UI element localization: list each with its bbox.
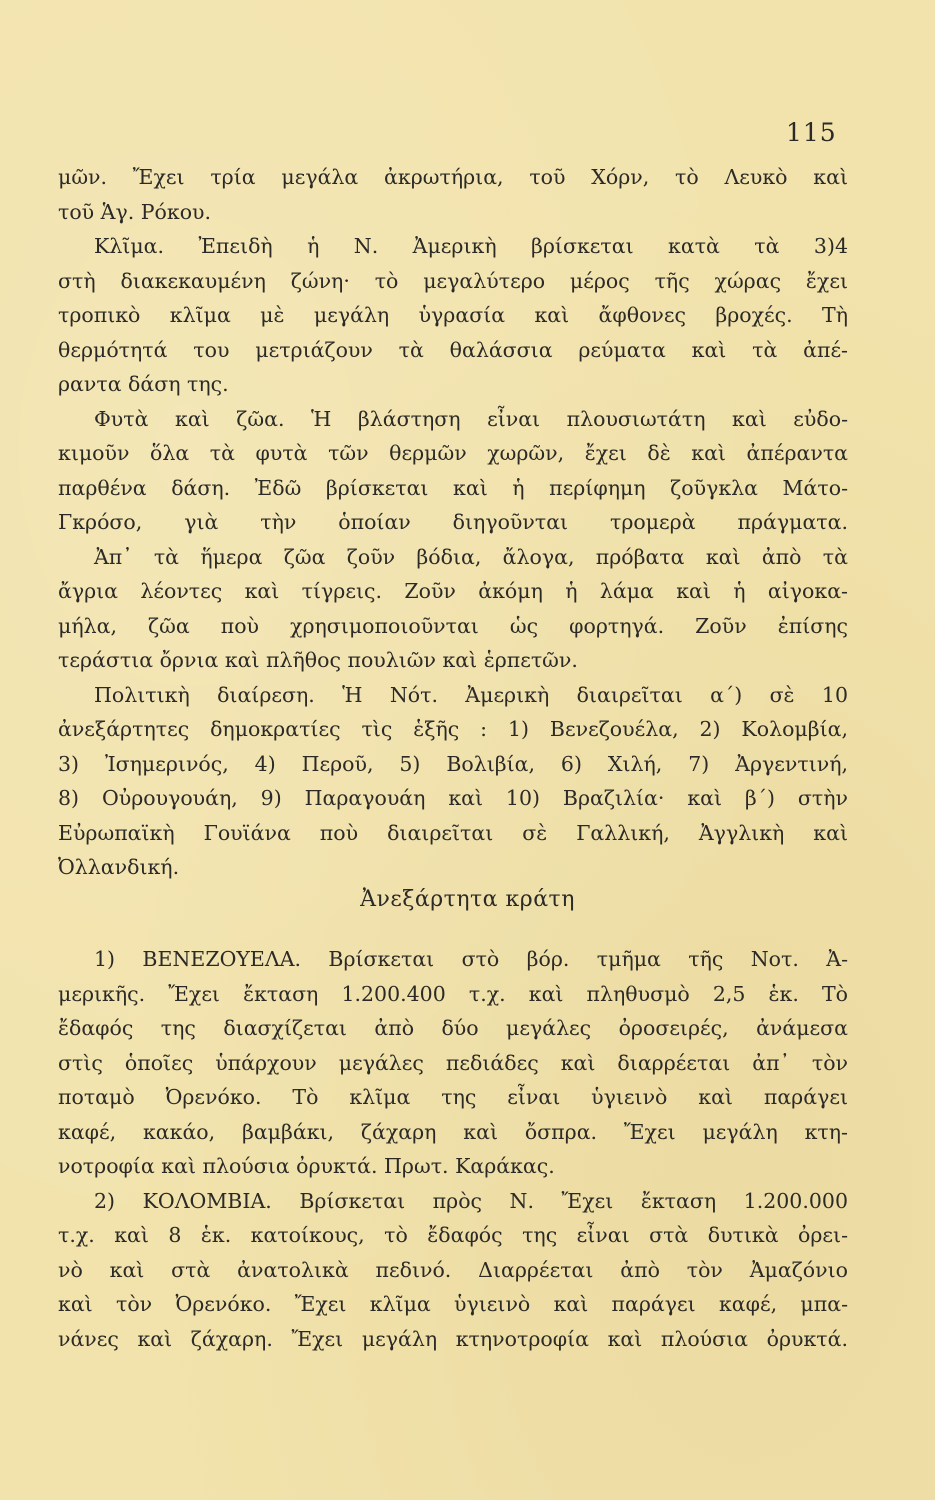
text-line: τροπικὸ κλῖμα μὲ μεγάλη ὑγρασία καὶ ἄφθονες βροχές. Τὴ [58, 303, 848, 327]
text-line: κιμοῦν ὅλα τὰ φυτὰ τῶν θερμῶν χωρῶν, ἔχει δὲ καὶ ἀπέραντα [58, 441, 848, 465]
text-line: Ὀλλανδική. [58, 855, 180, 879]
page-number: 115 [786, 118, 837, 147]
text-line: μῶν. Ἔχει τρία μεγάλα ἀκρωτήρια, τοῦ Χόρν, τὸ Λευκὸ καὶ [58, 165, 848, 189]
text-line: θερμότητά του μετριάζουν τὰ θαλάσσια ρεύματα καὶ τὰ ἀπέ- [58, 337, 848, 362]
text-line: Γκρόσο, γιὰ τὴν ὁποίαν διηγοῦνται τρομερὰ πράγματα. [58, 510, 848, 534]
text-line: νοτροφία καὶ πλούσια ὀρυκτά. Πρωτ. Καράκας. [58, 1154, 555, 1178]
text-line: ποταμὸ Ὀρενόκο. Τὸ κλῖμα της εἶναι ὑγιεινὸ καὶ παράγει [58, 1085, 848, 1109]
text-line: καφέ, κακάο, βαμβάκι, ζάχαρη καὶ ὄσπρα. Ἔχει μεγάλη κτη- [58, 1119, 848, 1144]
text-line: Εὐρωπαϊκὴ Γουϊάνα ποὺ διαιρεῖται σὲ Γαλλική, Ἀγγλικὴ καὶ [58, 820, 848, 845]
text-line: παρθένα δάση. Ἐδῶ βρίσκεται καὶ ἡ περίφημη ζοῦγκλα Μάτο- [58, 475, 848, 500]
text-line: στὶς ὁποῖες ὑπάρχουν μεγάλες πεδιάδες καὶ διαρρέεται ἀπ᾿ τὸν [58, 1050, 848, 1075]
text-line: Φυτὰ καὶ ζῶα. Ἡ βλάστηση εἶναι πλουσιωτάτη καὶ εὐδο- [94, 406, 848, 431]
text-line: 3) Ἰσημερινός, 4) Περοῦ, 5) Βολιβία, 6) Χιλή, 7) Ἀργεντινή, [58, 751, 848, 776]
text-line: Πολιτικὴ διαίρεση. Ἡ Νότ. Ἀμερικὴ διαιρεῖται α´) σὲ 10 [94, 682, 848, 707]
geography-paragraph [58, 160, 848, 885]
text-line: ἄγρια λέοντες καὶ τίγρεις. Ζοῦν ἀκόμη ἡ λάμα καὶ ἡ αἰγοκα- [58, 579, 848, 603]
text-line: μερικῆς. Ἔχει ἔκταση 1.200.400 τ.χ. καὶ πληθυσμὸ 2,5 ἑκ. Τὸ [58, 981, 848, 1006]
text-line: 1) ΒΕΝΕΖΟΥΕΛΑ. Βρίσκεται στὸ βόρ. τμῆμα τῆς Νοτ. Ἀ- [94, 947, 848, 971]
text-line: Κλῖμα. Ἐπειδὴ ἡ Ν. Ἀμερικὴ βρίσκεται κατὰ τὰ 3)4 [94, 234, 848, 258]
countries-section [58, 942, 848, 1356]
text-line: τ.χ. καὶ 8 ἑκ. κατοίκους, τὸ ἔδαφός της εἶναι στὰ δυτικὰ ὀρει- [58, 1223, 848, 1247]
text-line: καὶ τὸν Ὀρενόκο. Ἔχει κλῖμα ὑγιεινὸ καὶ παράγει καφέ, μπα- [58, 1292, 848, 1316]
text-line: μήλα, ζῶα ποὺ χρησιμοποιοῦνται ὡς φορτηγά. Ζοῦν ἐπίσης [58, 613, 848, 638]
text-line: στὴ διακεκαυμένη ζώνη· τὸ μεγαλύτερο μέρος τῆς χώρας ἔχει [58, 268, 848, 293]
text-line: νάνες καὶ ζάχαρη. Ἔχει μεγάλη κτηνοτροφία καὶ πλούσια ὀρυκτά. [58, 1326, 848, 1351]
text-line: ἔδαφός της διασχίζεται ἀπὸ δύο μεγάλες ὀροσειρές, ἀνάμεσα [58, 1016, 848, 1040]
text-line: 2) ΚΟΛΟΜΒΙΑ. Βρίσκεται πρὸς Ν. Ἔχει ἔκταση 1.200.000 [94, 1188, 848, 1213]
text-line: ραντα δάση της. [58, 372, 229, 396]
section-heading: Ἀνεξάρτητα κράτη [360, 887, 575, 912]
text-line: Ἀπ᾿ τὰ ἥμερα ζῶα ζοῦν βόδια, ἄλογα, πρόβατα καὶ ἀπὸ τὰ [94, 544, 848, 569]
text-line: τεράστια ὄρνια καὶ πλῆθος πουλιῶν καὶ ἑρπετῶν. [58, 648, 578, 672]
text-line: νὸ καὶ στὰ ἀνατολικὰ πεδινό. Διαρρέεται ἀπὸ τὸν Ἀμαζόνιο [58, 1257, 848, 1282]
text-line: ἀνεξάρτητες δημοκρατίες τὶς ἑξῆς : 1) Βενεζουέλα, 2) Κολομβία, [58, 717, 848, 741]
text-line: τοῦ Ἁγ. Ρόκου. [58, 199, 212, 224]
text-line: 8) Οὐρουγουάη, 9) Παραγουάη καὶ 10) Βραζιλία· καὶ β´) στὴν [58, 786, 848, 810]
